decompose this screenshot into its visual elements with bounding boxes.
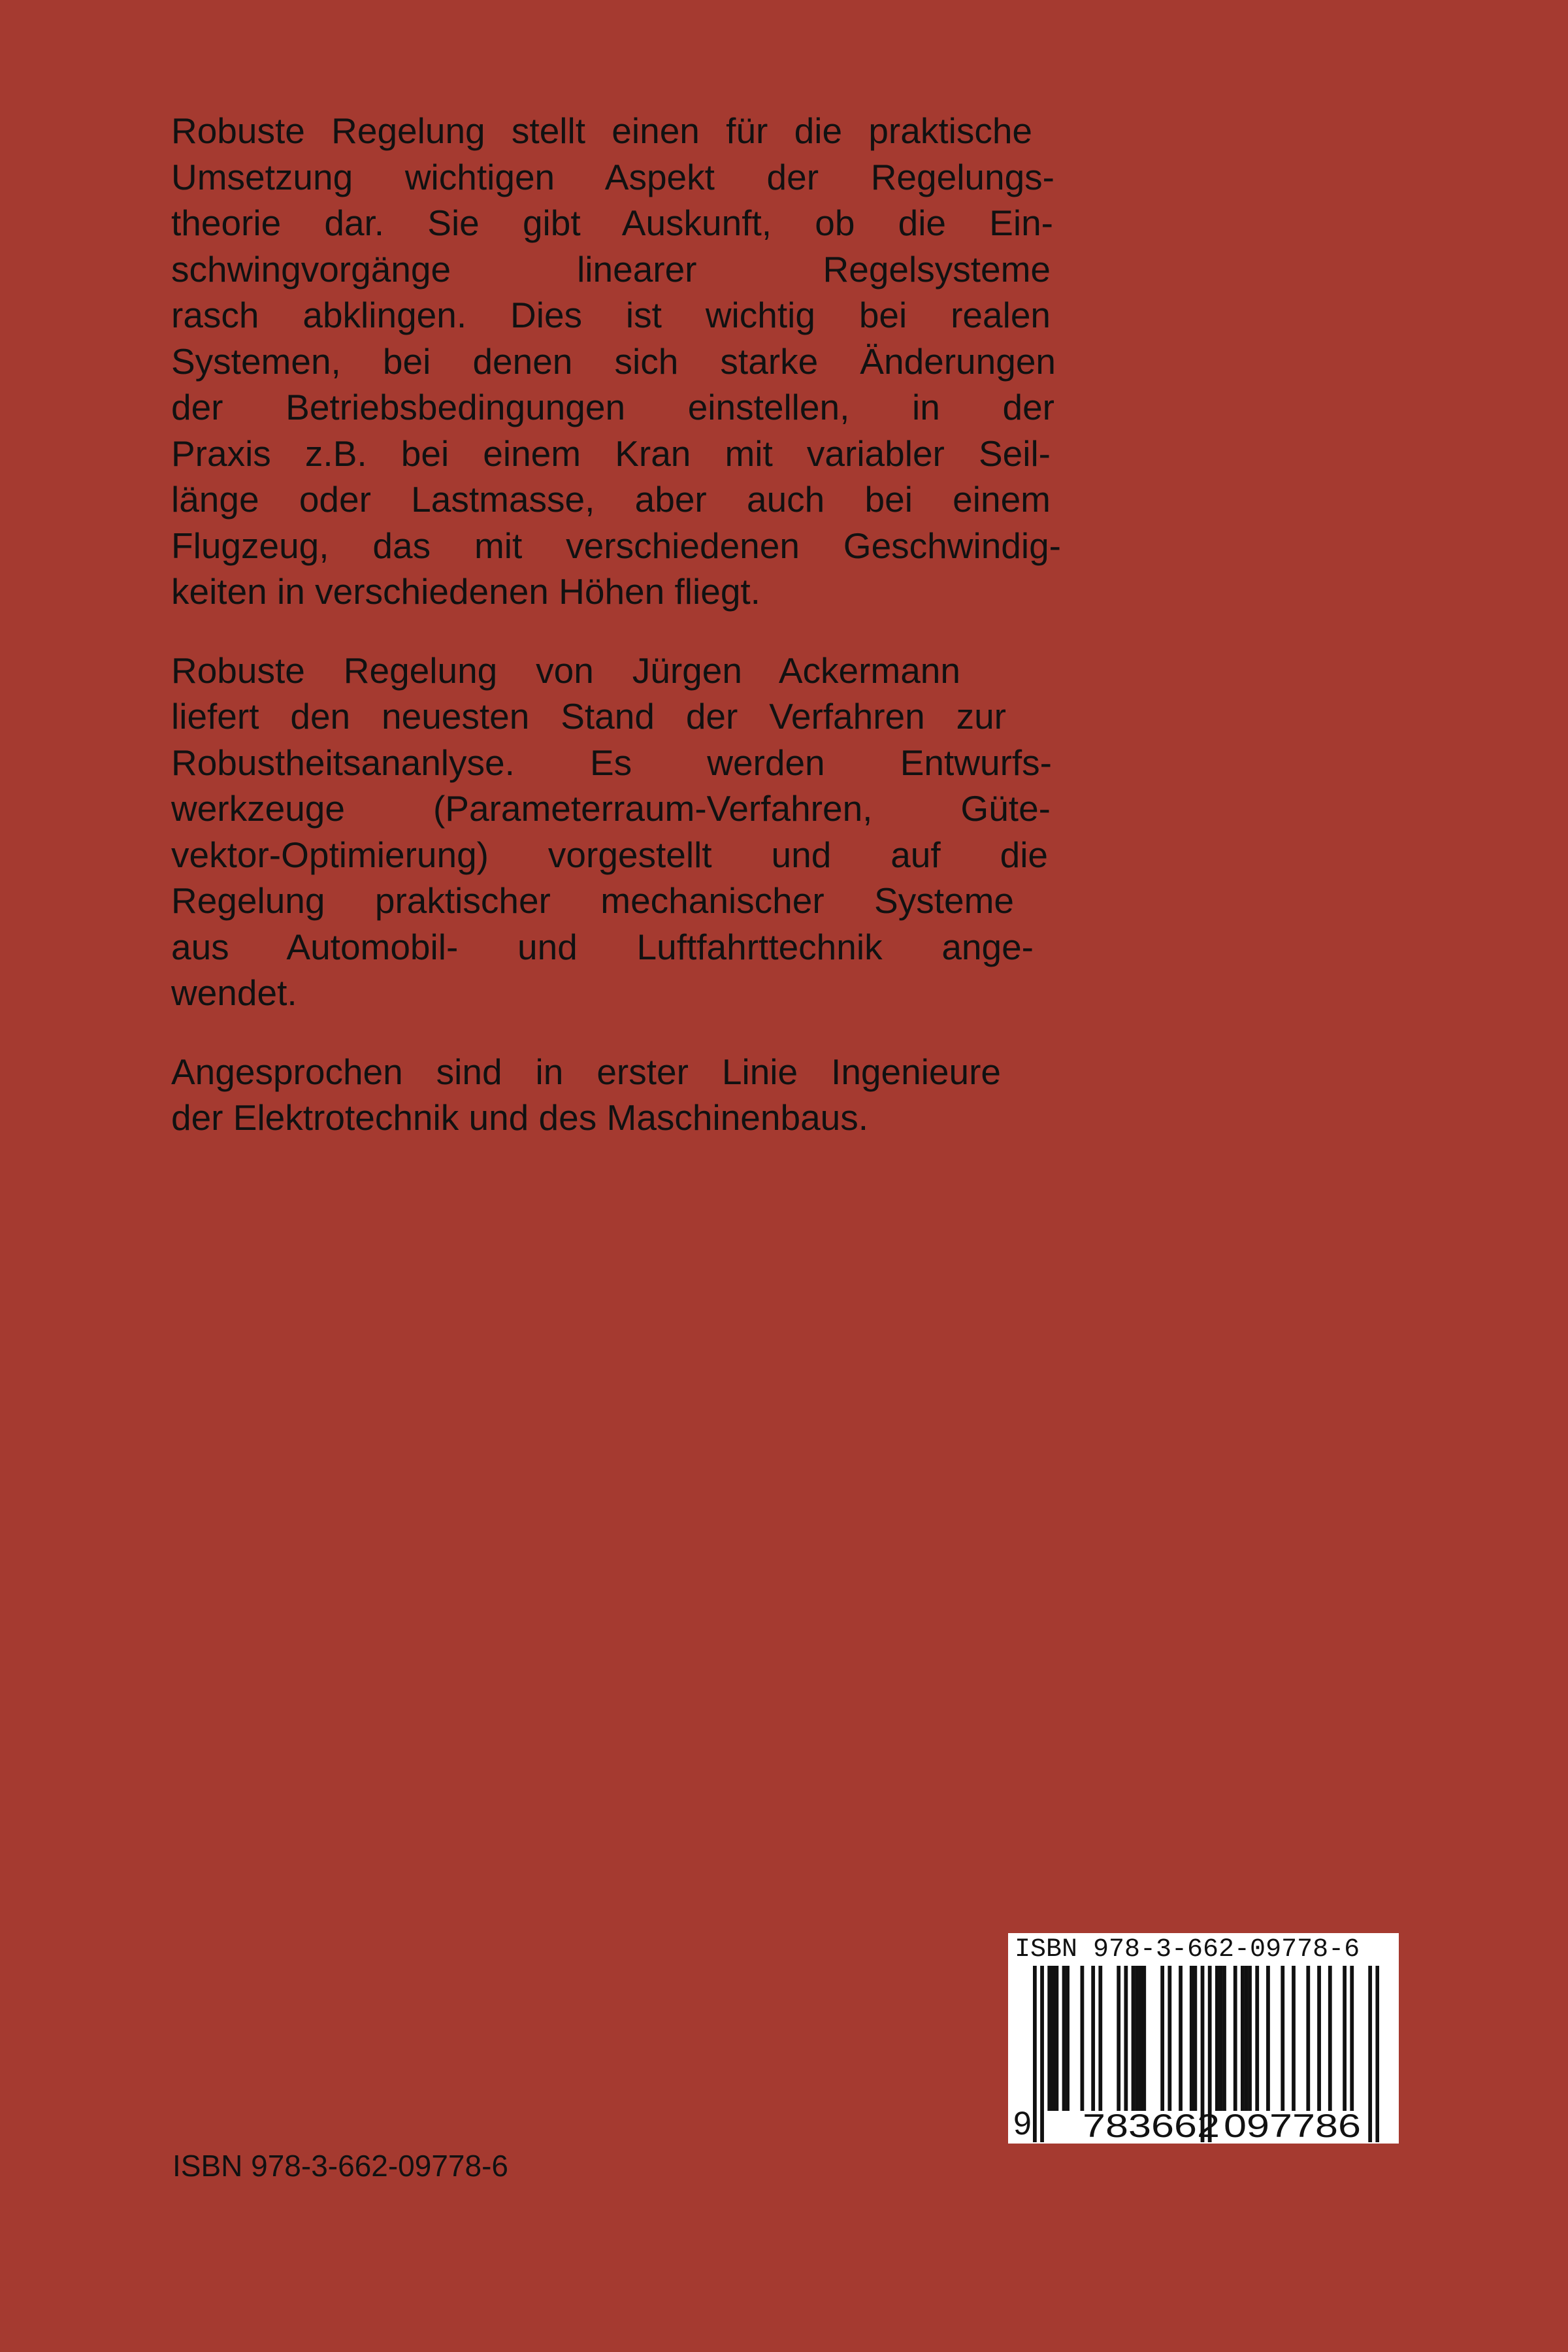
barcode-bar: [1292, 1966, 1296, 2111]
blurb-line: Robuste Regelung stellt einen für die praktische: [171, 110, 1032, 151]
blurb-line: länge oder Lastmasse, aber auch bei einem: [171, 479, 1051, 520]
blurb-line: der Elektrotechnik und des Maschinenbaus.: [171, 1097, 869, 1138]
blurb-paragraph-1: [171, 108, 1060, 615]
barcode-bar: [1219, 1966, 1223, 2111]
blurb-line: Praxis z.B. bei einem Kran mit variabler Seil-: [171, 433, 1051, 474]
blurb-line: Flugzeug, das mit verschiedenen Geschwindig-: [171, 525, 1061, 566]
blurb-line: werkzeuge (Parameterraum-Verfahren, Güte-: [171, 788, 1051, 829]
barcode-bar: [1160, 1966, 1164, 2111]
blurb-line: wendet.: [171, 972, 297, 1013]
barcode-bar: [1193, 1966, 1197, 2111]
barcode-bar: [1132, 1966, 1135, 2111]
barcode-bar: [1306, 1966, 1310, 2111]
barcode-bar: [1328, 1966, 1332, 2111]
blurb-line: liefert den neuesten Stand der Verfahren zur: [171, 696, 1006, 737]
barcode-left-digits: 783662: [1083, 2108, 1220, 2142]
barcode-isbn-label: ISBN 978-3-662-09778-6: [1015, 1935, 1360, 1964]
barcode-bar: [1266, 1966, 1270, 2111]
blurb-line: schwingvorgänge linearer Regelsysteme: [171, 248, 1051, 290]
barcode-bar: [1343, 1966, 1347, 2111]
barcode-guard-bar: [1033, 1966, 1037, 2142]
barcode-bar: [1255, 1966, 1259, 2111]
barcode-bar: [1142, 1966, 1146, 2111]
back-cover-blurb: [171, 108, 1060, 1174]
barcode-bar: [1245, 1966, 1249, 2111]
blurb-line: vektor-Optimierung) vorgestellt und auf die: [171, 834, 1048, 875]
blurb-line: theorie dar. Sie gibt Auskunft, ob die Ein-: [171, 203, 1053, 243]
barcode-bar: [1350, 1966, 1354, 2111]
barcode-bar: [1066, 1966, 1070, 2111]
blurb-line: Robustheitsananlyse. Es werden Entwurfs-: [171, 742, 1052, 783]
blurb-line: Regelung praktischer mechanischer Systeme: [171, 880, 1014, 921]
blurb-line: aus Automobil- und Luftfahrttechnik ange-: [171, 926, 1034, 967]
barcode-bar: [1054, 1966, 1058, 2111]
blurb-paragraph-2: [171, 648, 1060, 1016]
barcode-bar: [1124, 1966, 1128, 2111]
barcode-guard-bar: [1375, 1966, 1379, 2142]
barcode-bar: [1222, 1966, 1226, 2111]
blurb-line: Robuste Regelung von Jürgen Ackermann: [171, 650, 960, 691]
barcode-guard-bar: [1368, 1966, 1372, 2142]
barcode-bar: [1135, 1966, 1139, 2111]
barcode-bar: [1215, 1966, 1219, 2111]
blurb-line: Systemen, bei denen sich starke Änderungen: [171, 340, 1056, 382]
barcode-bar: [1117, 1966, 1120, 2111]
blurb-line: Umsetzung wichtigen Aspekt der Regelungs-: [171, 156, 1054, 197]
barcode-first-digit: 9: [1013, 2105, 1032, 2142]
barcode-bar: [1051, 1966, 1055, 2111]
blurb-paragraph-3: [171, 1049, 1060, 1141]
barcode-right-digits: 097786: [1224, 2108, 1361, 2142]
barcode-bar: [1081, 1966, 1085, 2111]
barcode-bar: [1317, 1966, 1321, 2111]
barcode-bar: [1233, 1966, 1237, 2111]
barcode-bar: [1241, 1966, 1245, 2111]
barcode-bar: [1139, 1966, 1143, 2111]
barcode-bar: [1098, 1966, 1102, 2111]
barcode-bar: [1091, 1966, 1095, 2111]
barcode-bar: [1190, 1966, 1194, 2111]
blurb-line: keiten in verschiedenen Höhen fliegt.: [171, 571, 760, 612]
barcode-bar: [1168, 1966, 1171, 2111]
blurb-line: Angesprochen sind in erster Linie Ingenieure: [171, 1051, 1001, 1092]
blurb-line: rasch abklingen. Dies ist wichtig bei realen: [171, 295, 1051, 335]
barcode-bar: [1062, 1966, 1066, 2111]
isbn-text: ISBN 978-3-662-09778-6: [172, 2149, 508, 2183]
barcode-bar: [1248, 1966, 1252, 2111]
isbn-barcode: [1008, 1933, 1399, 2144]
barcode-guard-bar: [1040, 1966, 1044, 2142]
barcode-bar: [1281, 1966, 1284, 2111]
barcode-bar: [1047, 1966, 1051, 2111]
barcode-bars: [1033, 1966, 1379, 2142]
blurb-line: der Betriebsbedingungen einstellen, in der: [171, 387, 1054, 427]
barcode-bar: [1179, 1966, 1183, 2111]
